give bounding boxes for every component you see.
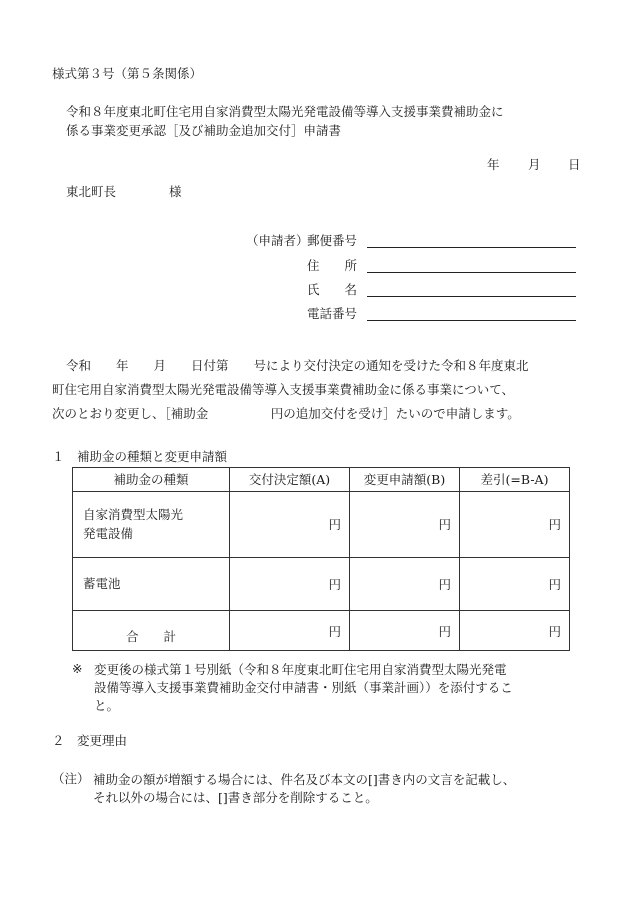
form-number: 様式第３号（第５条関係） (52, 66, 203, 81)
row-battery-requested[interactable]: 円 (350, 558, 460, 611)
row-total-requested[interactable]: 円 (350, 611, 460, 651)
row-battery-decided[interactable]: 円 (230, 558, 350, 611)
document-title-line1: 令和８年度東北町住宅用自家消費型太陽光発電設備等導入支援事業費補助金に (66, 104, 504, 119)
row-battery-name: 蓄電池 (73, 558, 230, 611)
row-total-name: 合 計 (73, 611, 230, 651)
row-total-decided[interactable]: 円 (230, 611, 350, 651)
row-solar-requested[interactable]: 円 (350, 492, 460, 558)
header-difference: 差引(=B-A) (460, 468, 570, 492)
date-day: 日 (568, 157, 581, 172)
footnote-label: （注） (52, 771, 90, 786)
table-row-solar (73, 492, 570, 558)
address-field[interactable] (367, 272, 576, 273)
body-line2: 町住宅用自家消費型太陽光発電設備等導入支援事業費補助金に係る事業について、 (52, 382, 515, 397)
table-header-row (73, 468, 570, 492)
row-solar-difference[interactable]: 円 (460, 492, 570, 558)
addressee-name: 東北町長 (66, 184, 117, 199)
row-battery-difference[interactable]: 円 (460, 558, 570, 611)
header-type: 補助金の種類 (73, 468, 230, 492)
date-year: 年 (487, 157, 500, 172)
name-label: 氏 名 (307, 282, 358, 297)
postal-code-field[interactable] (367, 247, 576, 248)
name-field[interactable] (367, 296, 576, 297)
applicant-label: （申請者） (246, 233, 309, 248)
header-decided: 交付決定額(A) (230, 468, 350, 492)
footnote-text: 補助金の額が増額する場合には、件名及び本文の[]書き内の文言を記載し、 それ以外の場合には、[]書き部分を削除すること。 (93, 772, 516, 805)
row-total-difference[interactable]: 円 (460, 611, 570, 651)
body-line3: 次のとおり変更し、［補助金 円の追加交付を受け］たいので申請します。 (52, 406, 520, 421)
body-line1: 令和 年 月 日付第 号により交付決定の通知を受けた令和８年度東北 (66, 358, 529, 373)
section1-heading: １ 補助金の種類と変更申請額 (52, 449, 228, 464)
postal-code-label: 郵便番号 (307, 233, 358, 248)
note-mark: ※ (72, 661, 83, 676)
row-solar-decided[interactable]: 円 (230, 492, 350, 558)
address-label: 住 所 (307, 258, 358, 273)
table-row-total (73, 611, 570, 651)
document-title-line2: 係る事業変更承認［及び補助金追加交付］申請書 (66, 123, 342, 138)
section2-heading: ２ 変更理由 (52, 733, 128, 748)
date-month: 月 (528, 157, 541, 172)
phone-label: 電話番号 (307, 306, 358, 321)
attachment-note: 変更後の様式第１号別紙（令和８年度東北町住宅用自家消費型太陽光発電 設備等導入支援事業費補助金交付申請書・別紙（事業計画））を添付するこ と。 (94, 662, 513, 713)
addressee-honorific: 様 (169, 184, 182, 199)
table-row-battery (73, 558, 570, 611)
header-requested: 変更申請額(B) (350, 468, 460, 492)
subsidy-table (72, 467, 570, 651)
phone-field[interactable] (367, 320, 576, 321)
row-solar-name: 自家消費型太陽光 発電設備 (73, 492, 230, 558)
